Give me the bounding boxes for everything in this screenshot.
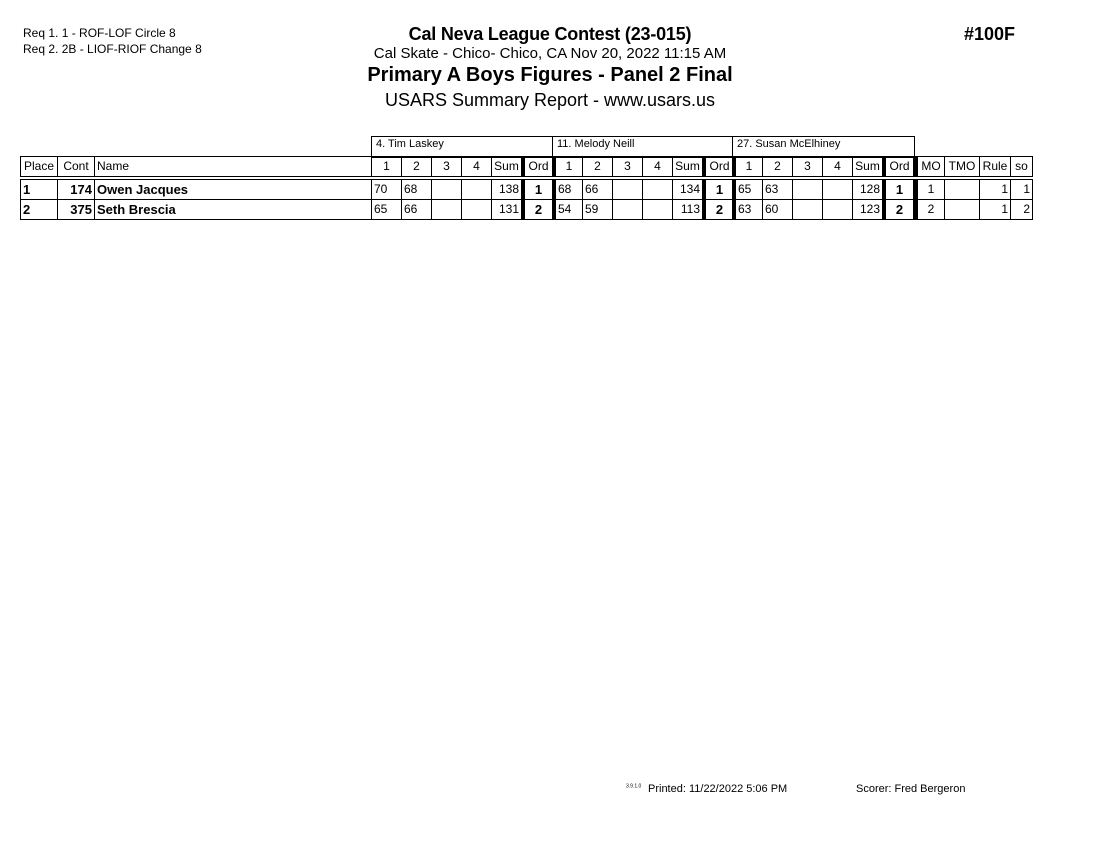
judge-1-col-ord: Ord bbox=[521, 156, 553, 177]
judge-1-ord-score: 2 bbox=[521, 199, 553, 220]
judge-1-col-sum: Sum bbox=[491, 156, 522, 177]
so-cell: 2 bbox=[1010, 199, 1033, 220]
so-cell: 1 bbox=[1010, 179, 1033, 200]
judge-3-j2-score: 63 bbox=[762, 179, 793, 200]
judge-2-j2-score: 66 bbox=[582, 179, 613, 200]
place-cell: 2 bbox=[20, 199, 58, 220]
version-stamp: 3.9.1.0 bbox=[626, 783, 642, 790]
judge-2-j3-score bbox=[612, 179, 643, 200]
judge-2-ord-score: 2 bbox=[702, 199, 734, 220]
rule-cell: 1 bbox=[979, 199, 1011, 220]
skater-name: Seth Brescia bbox=[94, 199, 372, 220]
judge-3-col-j3: 3 bbox=[792, 156, 823, 177]
judge-1-j2-score: 68 bbox=[401, 179, 432, 200]
judge-1-j3-score bbox=[431, 199, 462, 220]
judge-1-sum-score: 131 bbox=[491, 199, 522, 220]
judge-2-col-sum: Sum bbox=[672, 156, 703, 177]
cont-cell: 375 bbox=[57, 199, 95, 220]
rule-cell: 1 bbox=[979, 179, 1011, 200]
column-header-name: Name bbox=[94, 156, 372, 177]
judge-3-j3-score bbox=[792, 179, 823, 200]
judge-3-sum-score: 123 bbox=[852, 199, 883, 220]
tmo-cell bbox=[944, 199, 980, 220]
judge-2-sum-score: 113 bbox=[672, 199, 703, 220]
judge-3-col-j4: 4 bbox=[822, 156, 853, 177]
judge-2-j3-score bbox=[612, 199, 643, 220]
judge-2-col-j3: 3 bbox=[612, 156, 643, 177]
contest-title: Cal Neva League Contest (23-015) bbox=[408, 24, 692, 44]
tmo-cell bbox=[944, 179, 980, 200]
judge-3-j2-score: 60 bbox=[762, 199, 793, 220]
event-number: #100F bbox=[964, 24, 1016, 44]
judge-header-3: 27. Susan McElhiney bbox=[732, 136, 915, 158]
judge-2-j4-score bbox=[642, 199, 673, 220]
judge-3-col-j2: 2 bbox=[762, 156, 793, 177]
column-header-cont: Cont bbox=[57, 156, 95, 177]
judge-3-ord-score: 1 bbox=[882, 179, 914, 200]
printed-timestamp: Printed: 11/22/2022 5:06 PM bbox=[648, 783, 788, 795]
judge-1-sum-score: 138 bbox=[491, 179, 522, 200]
mo-cell: 2 bbox=[914, 199, 945, 220]
requirement-1: Req 1. 1 - ROF-LOF Circle 8 bbox=[23, 26, 176, 40]
judge-1-ord-score: 1 bbox=[521, 179, 553, 200]
judge-1-j4-score bbox=[461, 179, 492, 200]
judge-3-j4-score bbox=[822, 179, 853, 200]
cont-cell: 174 bbox=[57, 179, 95, 200]
judge-2-col-j1: 1 bbox=[552, 156, 583, 177]
judge-2-col-ord: Ord bbox=[702, 156, 734, 177]
judge-2-j2-score: 59 bbox=[582, 199, 613, 220]
judge-3-col-sum: Sum bbox=[852, 156, 883, 177]
judge-1-j2-score: 66 bbox=[401, 199, 432, 220]
judge-1-j1-score: 70 bbox=[371, 179, 402, 200]
judge-3-j3-score bbox=[792, 199, 823, 220]
judge-2-j1-score: 54 bbox=[552, 199, 583, 220]
column-header-so: so bbox=[1010, 156, 1033, 177]
judge-1-col-j1: 1 bbox=[371, 156, 402, 177]
column-header-tmo: TMO bbox=[944, 156, 980, 177]
judge-1-col-j3: 3 bbox=[431, 156, 462, 177]
judge-3-col-j1: 1 bbox=[732, 156, 763, 177]
place-cell: 1 bbox=[20, 179, 58, 200]
mo-cell: 1 bbox=[914, 179, 945, 200]
column-header-rule: Rule bbox=[979, 156, 1011, 177]
judge-3-j1-score: 63 bbox=[732, 199, 763, 220]
judge-header-2: 11. Melody Neill bbox=[552, 136, 733, 158]
judge-2-ord-score: 1 bbox=[702, 179, 734, 200]
judge-1-j1-score: 65 bbox=[371, 199, 402, 220]
judge-1-col-j2: 2 bbox=[401, 156, 432, 177]
event-title: Primary A Boys Figures - Panel 2 Final bbox=[367, 64, 733, 86]
judge-header-1: 4. Tim Laskey bbox=[371, 136, 553, 158]
judge-1-col-j4: 4 bbox=[461, 156, 492, 177]
judge-2-j4-score bbox=[642, 179, 673, 200]
judge-2-col-j4: 4 bbox=[642, 156, 673, 177]
column-header-mo: MO bbox=[914, 156, 945, 177]
judge-2-j1-score: 68 bbox=[552, 179, 583, 200]
judge-3-j1-score: 65 bbox=[732, 179, 763, 200]
requirement-2: Req 2. 2B - LIOF-RIOF Change 8 bbox=[23, 42, 202, 56]
judge-3-col-ord: Ord bbox=[882, 156, 914, 177]
judge-2-col-j2: 2 bbox=[582, 156, 613, 177]
judge-1-j3-score bbox=[431, 179, 462, 200]
column-header-place: Place bbox=[20, 156, 58, 177]
judge-3-sum-score: 128 bbox=[852, 179, 883, 200]
judge-3-ord-score: 2 bbox=[882, 199, 914, 220]
venue-date: Cal Skate - Chico- Chico, CA Nov 20, 2022 11:15 AM bbox=[373, 45, 727, 62]
skater-name: Owen Jacques bbox=[94, 179, 372, 200]
judge-2-sum-score: 134 bbox=[672, 179, 703, 200]
judge-3-j4-score bbox=[822, 199, 853, 220]
scorer-name: Scorer: Fred Bergeron bbox=[856, 783, 966, 795]
report-title: USARS Summary Report - www.usars.us bbox=[384, 90, 716, 110]
judge-1-j4-score bbox=[461, 199, 492, 220]
